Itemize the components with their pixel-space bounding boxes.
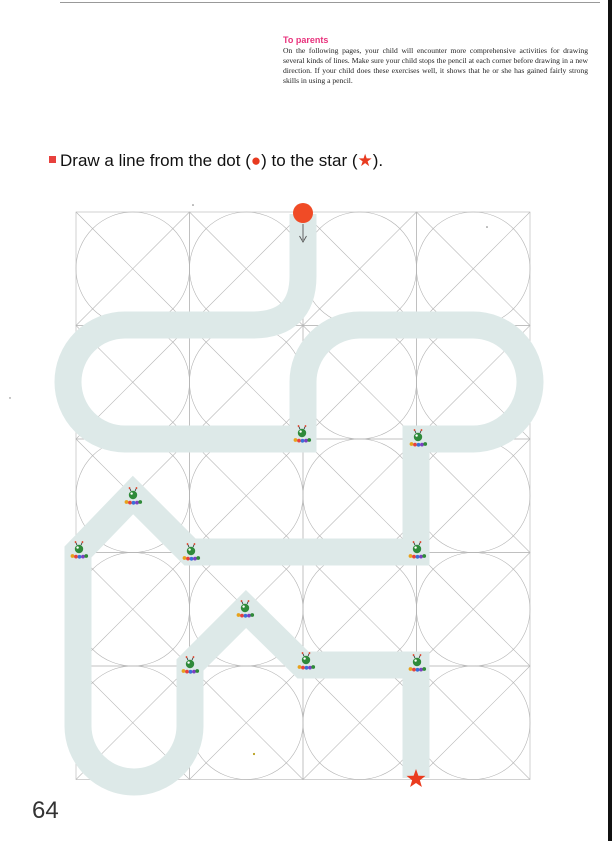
- instruction-text-3: ).: [372, 151, 384, 170]
- parents-note-title: To parents: [283, 35, 329, 45]
- star-icon: ★: [357, 151, 373, 170]
- parents-note-text: On the following pages, your child will encounter more comprehensive activities for drawing several kinds of lines. Make sure your child stops the pencil at each corner before drawing in a new direction. If your child does these exercises well, it shows that he or she has gained fairly strong skills in using a pencil.: [283, 46, 588, 85]
- instruction-text-2: ) to the star (: [261, 151, 358, 170]
- trace-band[interactable]: [68, 214, 530, 782]
- trace-path[interactable]: [68, 214, 530, 782]
- instruction-text-1: Draw a line from the dot (: [60, 151, 251, 170]
- dot-icon: ●: [250, 151, 262, 170]
- page-number: 64: [32, 797, 59, 824]
- start-dot-icon[interactable]: [293, 203, 313, 223]
